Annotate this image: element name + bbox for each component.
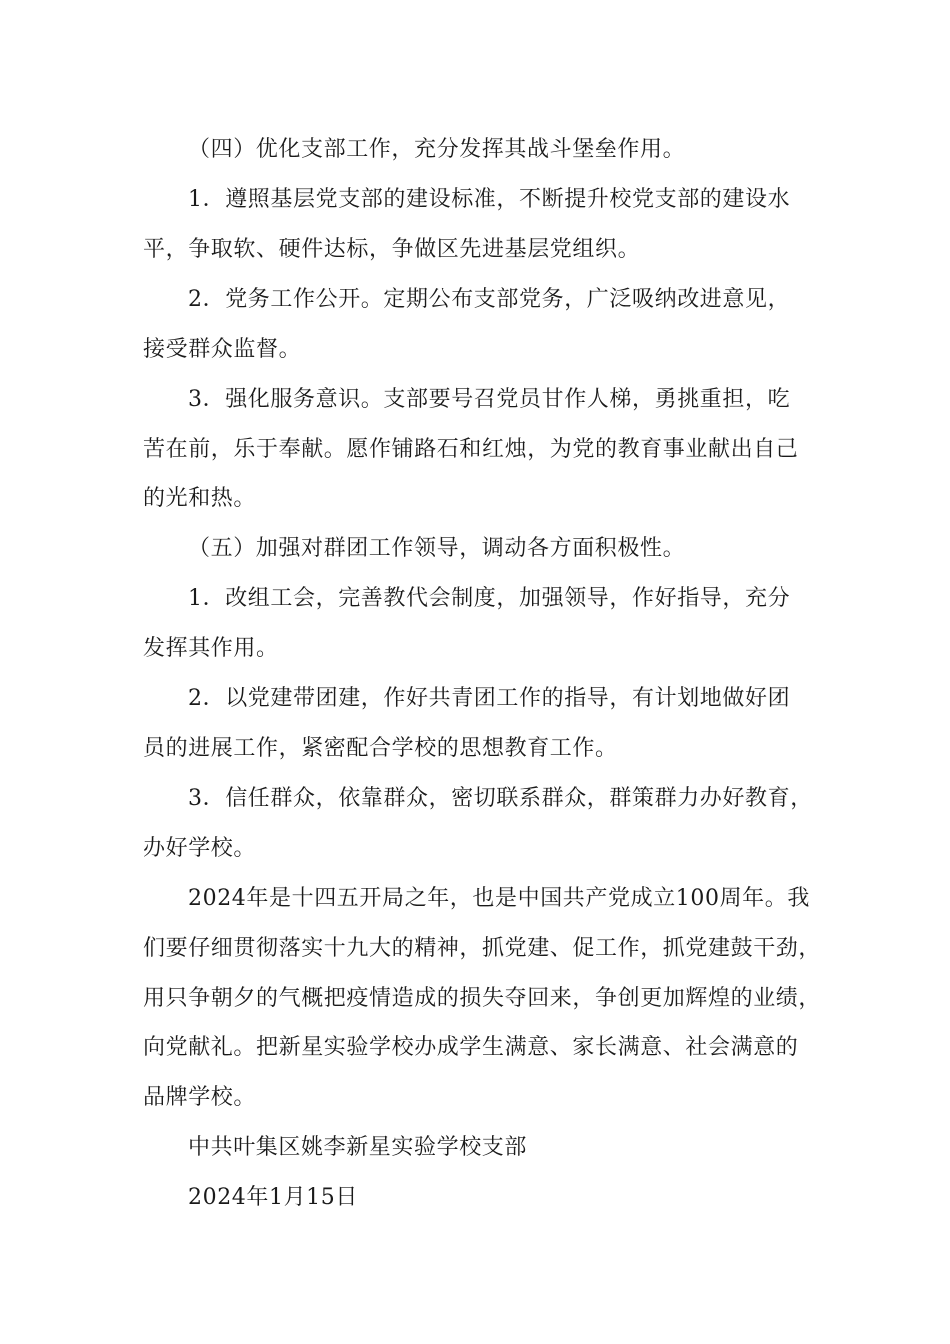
paragraph-line: 3．信任群众，依靠群众，密切联系群众，群策群力办好教育， (188, 786, 813, 811)
paragraph-line: 的光和热。 (143, 486, 257, 511)
paragraph-line: 2．党务工作公开。定期公布支部党务，广泛吸纳改进意见， (188, 287, 791, 312)
paragraph-line: 平，争取软、硬件达标，争做区先进基层党组织。 (143, 237, 641, 262)
paragraph-line: 1．改组工会，完善教代会制度，加强领导，作好指导，充分 (188, 586, 791, 611)
signature-org: 中共叶集区姚李新星实验学校支部 (188, 1135, 528, 1160)
paragraph-line: 办好学校。 (143, 836, 257, 861)
paragraph-line: 们要仔细贯彻落实十九大的精神，抓党建、促工作，抓党建鼓干劲， (143, 936, 822, 961)
paragraph-line: 发挥其作用。 (143, 636, 279, 661)
paragraph-line: 品牌学校。 (143, 1085, 257, 1110)
paragraph-line: 苦在前，乐于奉献。愿作铺路石和红烛，为党的教育事业献出自己 (143, 437, 799, 462)
paragraph-line: 员的进展工作，紧密配合学校的思想教育工作。 (143, 736, 618, 761)
paragraph-line: 2024年是十四五开局之年，也是中国共产党成立100周年。我 (188, 886, 810, 911)
section-heading-5: （五）加强对群团工作领导，调动各方面积极性。 (188, 536, 686, 561)
paragraph-line: 1．遵照基层党支部的建设标准，不断提升校党支部的建设水 (188, 187, 791, 212)
paragraph-line: 用只争朝夕的气概把疫情造成的损失夺回来，争创更加辉煌的业绩， (143, 986, 822, 1011)
paragraph-line: 接受群众监督。 (143, 337, 302, 362)
signature-date: 2024年1月15日 (188, 1185, 358, 1210)
paragraph-line: 2．以党建带团建，作好共青团工作的指导，有计划地做好团 (188, 686, 791, 711)
paragraph-line: 3．强化服务意识。支部要号召党员甘作人梯，勇挑重担，吃 (188, 387, 791, 412)
section-heading-4: （四）优化支部工作，充分发挥其战斗堡垒作用。 (188, 137, 686, 162)
paragraph-line: 向党献礼。把新星实验学校办成学生满意、家长满意、社会满意的 (143, 1035, 799, 1060)
